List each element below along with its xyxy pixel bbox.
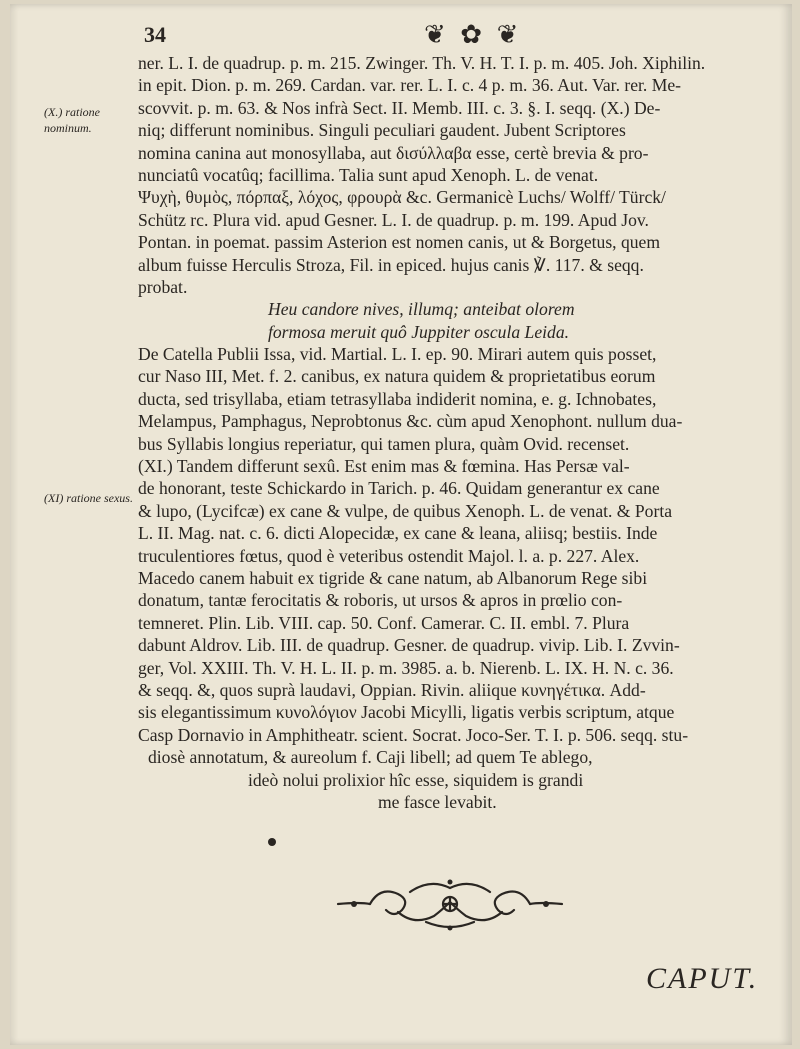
verse-line: Heu candore nives, illumq; anteibat olorem xyxy=(268,299,575,320)
text-line: album fuisse Herculis Stroza, Fil. in epiced. hujus canis ℣. 117. & seqq. xyxy=(138,254,644,275)
text-line: me fasce levabit. xyxy=(378,791,497,812)
text-line: dabunt Aldrov. Lib. III. de quadrup. Gesner. de quadrup. vivip. Lib. I. Zvvin- xyxy=(138,635,680,656)
text-line: temneret. Plin. Lib. VIII. cap. 50. Conf. Camerar. C. II. embl. 7. Plura xyxy=(138,612,630,633)
margin-note-nominum: (X.) ratione nominum. xyxy=(44,105,100,135)
header-ornament-icon: ❦ ✿ ❦ xyxy=(424,20,523,49)
text-line: ideò nolui prolixior hîc esse, siquidem is grandi xyxy=(248,769,584,790)
text-line: Casp Dornavio in Amphitheatr. scient. Socrat. Joco-Ser. T. I. p. 506. seqq. stu- xyxy=(138,724,689,745)
text-line: Ψυχὴ, θυμὸς, πόρπαξ, λόχος, φρουρὰ &c. Germanicè Luchs/ Wolff/ Türck/ xyxy=(138,187,666,208)
text-line: diosè annotatum, & aureolum f. Caji libell; ad quem Te ablego, xyxy=(148,747,593,768)
text-line: Schütz rc. Plura vid. apud Gesner. L. I. de quadrup. p. m. 199. Apud Jov. xyxy=(138,209,649,230)
text-line: nunciatû vocatûq; facillima. Talia sunt apud Xenoph. L. de venat. xyxy=(138,164,599,185)
text-line: bus Syllabis longius reperiatur, qui tamen plura, quàm Ovid. recenset. xyxy=(138,433,630,454)
page-header xyxy=(10,22,792,50)
text-line: L. II. Mag. nat. c. 6. dicti Alopecidæ, ex cane & leana, aliisq; bestiis. Inde xyxy=(138,523,658,544)
text-line: de honorant, teste Schickardo in Tarich. p. 46. Quidam generantur ex cane xyxy=(138,478,660,499)
text-line: & seqq. &, quos suprà laudavi, Oppian. Rivin. aliique κυνηγέτικα. Add- xyxy=(138,679,646,700)
text-line: sis elegantissimum κυνολόγιον Jacobi Micylli, ligatis verbis scriptum, atque xyxy=(138,702,675,723)
margin-note-sexus: (XI) ratione sexus. xyxy=(44,491,133,505)
text-line: in epit. Dion. p. m. 269. Cardan. var. rer. L. I. c. 4 p. m. 36. Aut. Var. rer. Me- xyxy=(138,75,682,96)
book-page xyxy=(10,4,792,1045)
body-text xyxy=(138,52,793,813)
text-line: scovvit. p. m. 63. & Nos infrà Sect. II. Memb. III. c. 3. §. I. seqq. (X.) De- xyxy=(138,97,661,118)
text-line: & lupo, (Lycifcæ) ex cane & vulpe, de quibus Xenoph. L. de venat. & Porta xyxy=(138,500,673,521)
text-line: niq; differunt nominibus. Singuli peculiari gaudent. Jubent Scriptores xyxy=(138,120,626,141)
text-line: Melampus, Pamphagus, Neprobtonus &c. cùm apud Xenophont. nullum dua- xyxy=(138,411,683,432)
text-line: donatum, tantæ ferocitatis & roboris, ut ursos & apros in prœlio con- xyxy=(138,590,623,611)
text-line: ducta, sed trisyllaba, etiam tetrasyllaba indiderit nomina, e. g. Ichnobates, xyxy=(138,388,657,409)
text-line: probat. xyxy=(138,276,188,297)
text-line: Macedo canem habuit ex tigride & cane natum, ab Albanorum Rege sibi xyxy=(138,567,648,588)
text-line: ner. L. I. de quadrup. p. m. 215. Zwinger. Th. V. H. T. I. p. m. 405. Joh. Xiphilin. xyxy=(138,53,706,73)
verse-line: formosa meruit quô Juppiter oscula Leida. xyxy=(268,321,570,342)
tailpiece-ornament-icon xyxy=(330,872,570,936)
ink-blot xyxy=(268,838,276,846)
text-line: cur Naso III, Met. f. 2. canibus, ex natura quidem & proprietatibus eorum xyxy=(138,366,656,387)
text-line: (XI.) Tandem differunt sexû. Est enim mas & fœmina. Has Persæ val- xyxy=(138,456,630,477)
page-number: 34 xyxy=(144,22,166,47)
text-line: nomina canina aut monosyllaba, aut δισύλλαβα esse, certè brevia & pro- xyxy=(138,142,649,163)
text-line: De Catella Publii Issa, vid. Martial. L. I. ep. 90. Mirari autem quis posset, xyxy=(138,344,657,365)
text-line: Pontan. in poemat. passim Asterion est nomen canis, ut & Borgetus, quem xyxy=(138,232,661,253)
text-line: truculentiores fœtus, quod è veteribus ostendit Majol. l. a. p. 227. Alex. xyxy=(138,545,640,566)
catchword: CAPUT. xyxy=(646,962,759,995)
text-line: ger, Vol. XXIII. Th. V. H. L. II. p. m. 3985. a. b. Nierenb. L. IX. H. N. c. 36. xyxy=(138,657,674,678)
